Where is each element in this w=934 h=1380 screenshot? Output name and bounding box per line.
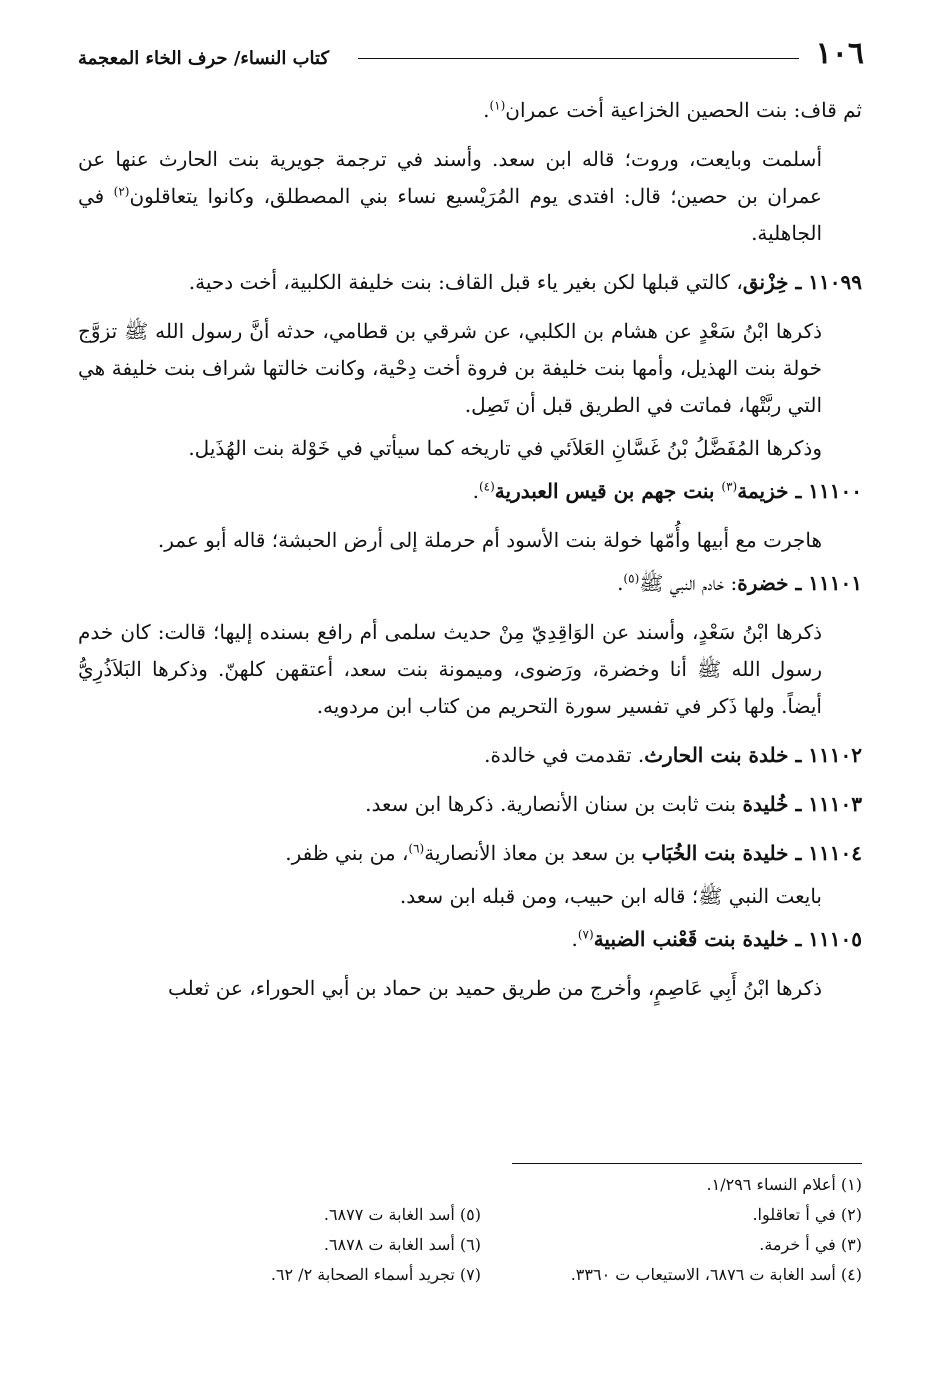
footnotes-left-column [100, 1200, 481, 1290]
paragraph: ذكرها ابْنُ سَعْدٍ عن هشام بن الكلبي، عن شرقي بن قطامي، حدثه أنَّ رسول الله ﷺ تزوَّج خولة بنت الهذيل، وأمها بنت خليفة بن فروة أخت دِحْية، وكانت خالتها شراف بنت خليفة هي التي ربَّتْها، فماتت في الطريق قبل أن تَصِل. [78, 319, 822, 417]
footnote: (٣) في أ خرمة. [759, 1235, 862, 1254]
paragraph: وذكرها المُفَضَّلُ بْنُ غَسَّانِ العَلاَئي في تاريخه كما سيأتي في خَوْلة بنت الهُذَيل. [188, 436, 822, 460]
paragraph: هاجرت مع أبيها وأُمّها خولة بنت الأسود أم حرملة إلى أرض الحبشة؛ قاله أبو عمر. [157, 528, 822, 552]
footnote: (٤) أسد الغابة ت ٦٨٧٦، الاستيعاب ت ٣٣٦٠. [570, 1265, 862, 1284]
footnote: (٥) أسد الغابة ت ٦٨٧٧. [323, 1205, 481, 1224]
paragraph: ذكرها ابْنُ سَعْدٍ، وأسند عن الوَاقِدِيّ مِنْ حديث سلمى أم رافع بسنده إليها؛ قالت: كان خدم رسول الله ﷺ أنا وخضرة، ورَضوى، وميمونة بنت سعد، أعتقهن كلهنّ. وذكرها البَلاَذُرِيُّ أيضاً. ولها ذَكر في تفسير سورة التحريم من كتاب ابن مردويه. [78, 620, 822, 718]
paragraph: بايعت النبي ﷺ؛ قاله ابن حبيب، ومن قبله ابن سعد. [399, 884, 822, 908]
footnote: (١) أعلام النساء ١/٢٩٦. [706, 1175, 862, 1194]
entry-11100: ١١١٠٠ ـ خزيمة$^{(٣)}$ بنت جهم بن قيس العبدرية$^{(٤)}$. [472, 479, 862, 503]
footnote-rule [512, 1163, 862, 1164]
page-header [78, 36, 864, 76]
entry-11099: ١١٠٩٩ ـ خِزْنق، كالتي قبلها لكن بغير ياء قبل القاف: بنت خليفة الكلبية، أخت دحية. [188, 270, 862, 294]
paragraph: أسلمت وبايعت، وروت؛ قاله ابن سعد. وأسند في ترجمة جويرية بنت الحارث عنها عن عمران بن حصين؛ قال: افتدى يوم المُرَيْسيع نساء بني المصطلق، وكانوا يتعاقلون$^{(٢)}$ في الجاهلية. [78, 147, 822, 245]
entry-11101: ١١١٠١ ـ خضرة: خادم النبي ﷺ$^{(٥)}$. [617, 571, 862, 595]
footnotes-right-column [481, 1170, 862, 1290]
header-rule [358, 58, 799, 59]
footnote: (٢) في أ تعاقلوا. [752, 1205, 862, 1224]
paragraph: ثم قاف: بنت الحصين الخزاعية أخت عمران$^{(١)}$. [483, 98, 862, 122]
running-title: كتاب النساء/ حرف الخاء المعجمة [78, 48, 330, 69]
paragraph: ذكرها ابْنُ أَبِي عَاصِمٍ، وأخرج من طريق حميد بن حماد بن أبي الحوراء، عن ثعلب [167, 976, 822, 1000]
entry-11102: ١١١٠٢ ـ خلدة بنت الحارث. تقدمت في خالدة. [484, 743, 862, 767]
entry-11103: ١١١٠٣ ـ خُليدة بنت ثابت بن سنان الأنصارية. ذكرها ابن سعد. [365, 792, 862, 816]
footnote: (٦) أسد الغابة ت ٦٨٧٨. [323, 1235, 481, 1254]
footnote: (٧) تجريد أسماء الصحابة ٢/ ٦٢. [270, 1265, 481, 1284]
page-number: ١٠٦ [815, 36, 864, 71]
entry-11105: ١١١٠٥ ـ خليدة بنت قَعْنب الضبية$^{(٧)}$. [571, 927, 862, 951]
entry-11104: ١١١٠٤ ـ خليدة بنت الخُبَاب بن سعد بن معاذ الأنصارية$^{(٦)}$، من بني ظفر. [285, 841, 862, 865]
page-body [78, 92, 862, 1007]
